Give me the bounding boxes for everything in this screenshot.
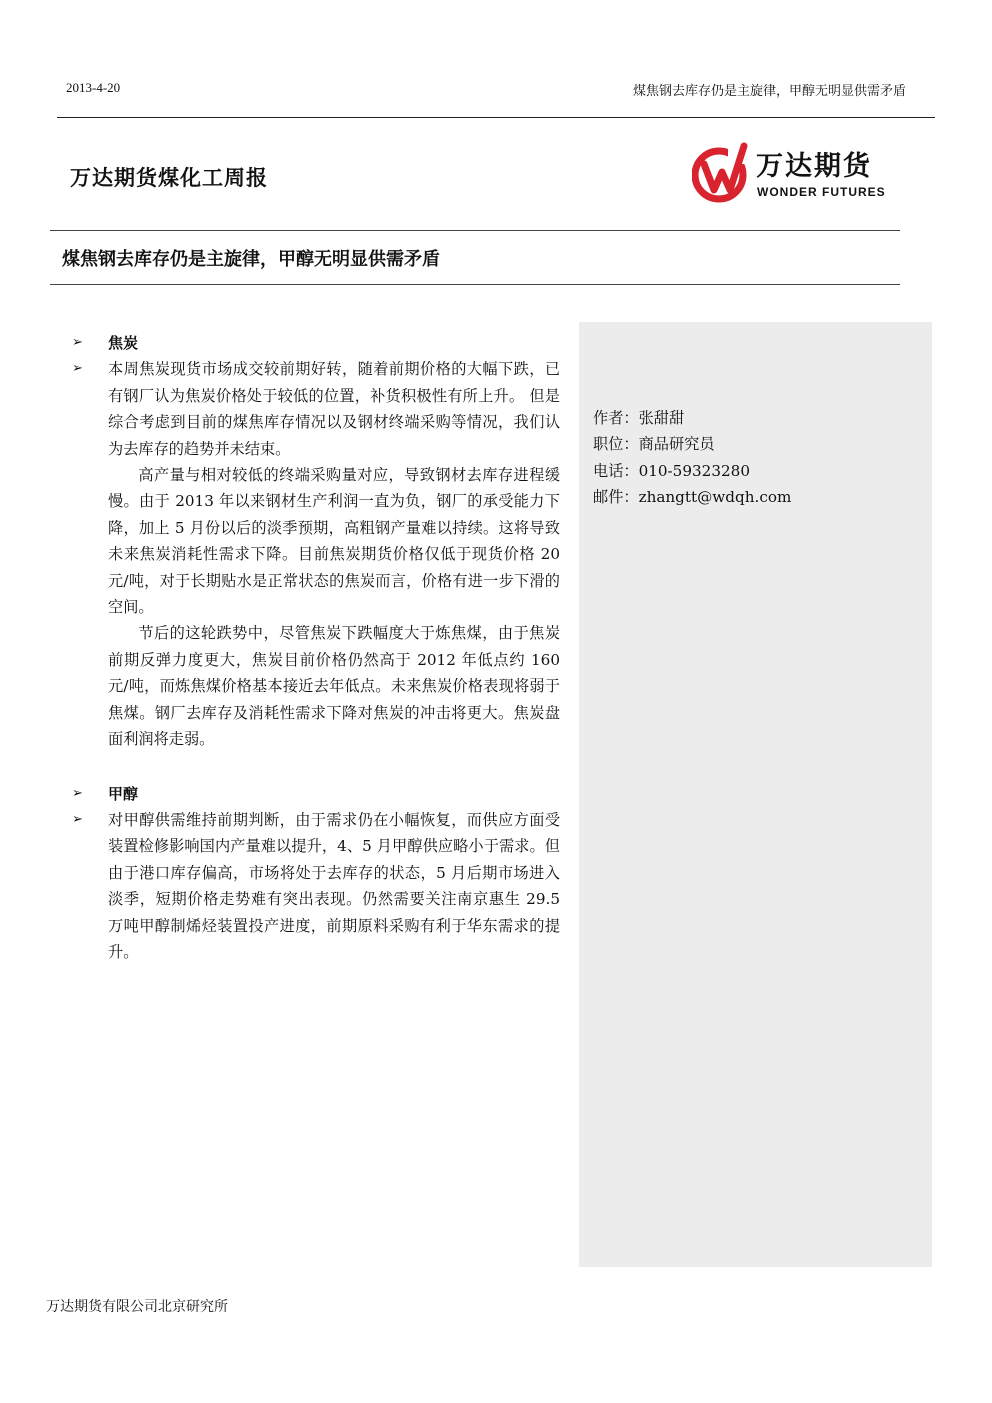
paragraph-coke-1: 高产量与相对较低的终端采购量对应，导致钢材去库存进程缓慢。由于 2013 年以来钢材生产利润一直为负，钢厂的承受能力下降，加上 5 月份以后的淡季预期，高粗钢产量难以持续。这将导致未来焦炭消耗性需求下降。目前焦炭期货价格仅低于现货价格 20 元/吨，对于长期贴水是正常状态的焦炭而言，价格有进一步下滑的空间。 bbox=[108, 466, 560, 617]
author-email: 邮件：zhangtt@wdqh.com bbox=[593, 488, 792, 507]
paragraph-coke-2: 节后的这轮跌势中，尽管焦炭下跌幅度大于炼焦煤，由于焦炭前期反弹力度更大，焦炭目前价格仍然高于 2012 年低点约 160 元/吨，而炼焦煤价格基本接近去年低点。未来焦炭价格表现将弱于焦煤。钢厂去库存及消耗性需求下降对焦炭的冲击将更大。焦炭盘面利润将走弱。 bbox=[108, 624, 560, 749]
section-item-methanol bbox=[72, 807, 560, 965]
footer-company: 万达期货有限公司北京研究所 bbox=[46, 1299, 228, 1315]
logo-english-name: WONDER FUTURES bbox=[757, 185, 886, 199]
author-phone: 电话：010-59323280 bbox=[593, 461, 750, 480]
author-info bbox=[593, 405, 791, 511]
headline-top-rule bbox=[50, 230, 900, 231]
headline-bottom-rule bbox=[50, 284, 900, 285]
wonder-logo-icon bbox=[692, 142, 750, 204]
headline: 煤焦钢去库存仍是主旋律，甲醇无明显供需矛盾 bbox=[62, 249, 440, 270]
section-heading-coke bbox=[72, 330, 560, 356]
main-content bbox=[72, 330, 560, 965]
arrow-bullet-icon: ➢ bbox=[72, 335, 83, 350]
item-text: 对甲醇供需维持前期判断，由于需求仍在小幅恢复，而供应方面受装置检修影响国内产量难以提升，4、5 月甲醇供应略小于需求。但由于港口库存偏高，市场将处于去库存的状态，5 月后期市场进入淡季，短期价格走势难有突出表现。仍然需要关注南京惠生 29.5 万吨甲醇制烯烃装置投产进度，前期原料采购有利于华东需求的提升。 bbox=[108, 810, 560, 961]
arrow-bullet-icon: ➢ bbox=[72, 811, 83, 827]
company-logo bbox=[692, 142, 902, 204]
header-date: 2013-4-20 bbox=[66, 80, 121, 95]
report-title: 万达期货煤化工周报 bbox=[70, 166, 268, 190]
arrow-bullet-icon: ➢ bbox=[72, 785, 83, 801]
header-running-title: 煤焦钢去库存仍是主旋律，甲醇无明显供需矛盾 bbox=[632, 84, 906, 99]
header-divider bbox=[57, 117, 935, 118]
section-heading-methanol bbox=[72, 781, 560, 807]
item-text: 本周焦炭现货市场成交较前期好转，随着前期价格的大幅下跌，已有钢厂认为焦炭价格处于较低的位置，补货积极性有所上升。 但是综合考虑到目前的煤焦库存情况以及钢材终端采购等情况，我们认为去库存的趋势并未结束。 bbox=[108, 360, 560, 458]
arrow-bullet-icon: ➢ bbox=[72, 361, 83, 377]
section-heading-text: 甲醇 bbox=[108, 784, 139, 803]
author-name: 作者：张甜甜 bbox=[593, 409, 685, 427]
author-position: 职位：商品研究员 bbox=[593, 435, 715, 454]
section-item-coke bbox=[72, 356, 560, 462]
section-heading-text: 焦炭 bbox=[108, 334, 139, 352]
logo-chinese-name: 万达期货 bbox=[756, 151, 872, 182]
